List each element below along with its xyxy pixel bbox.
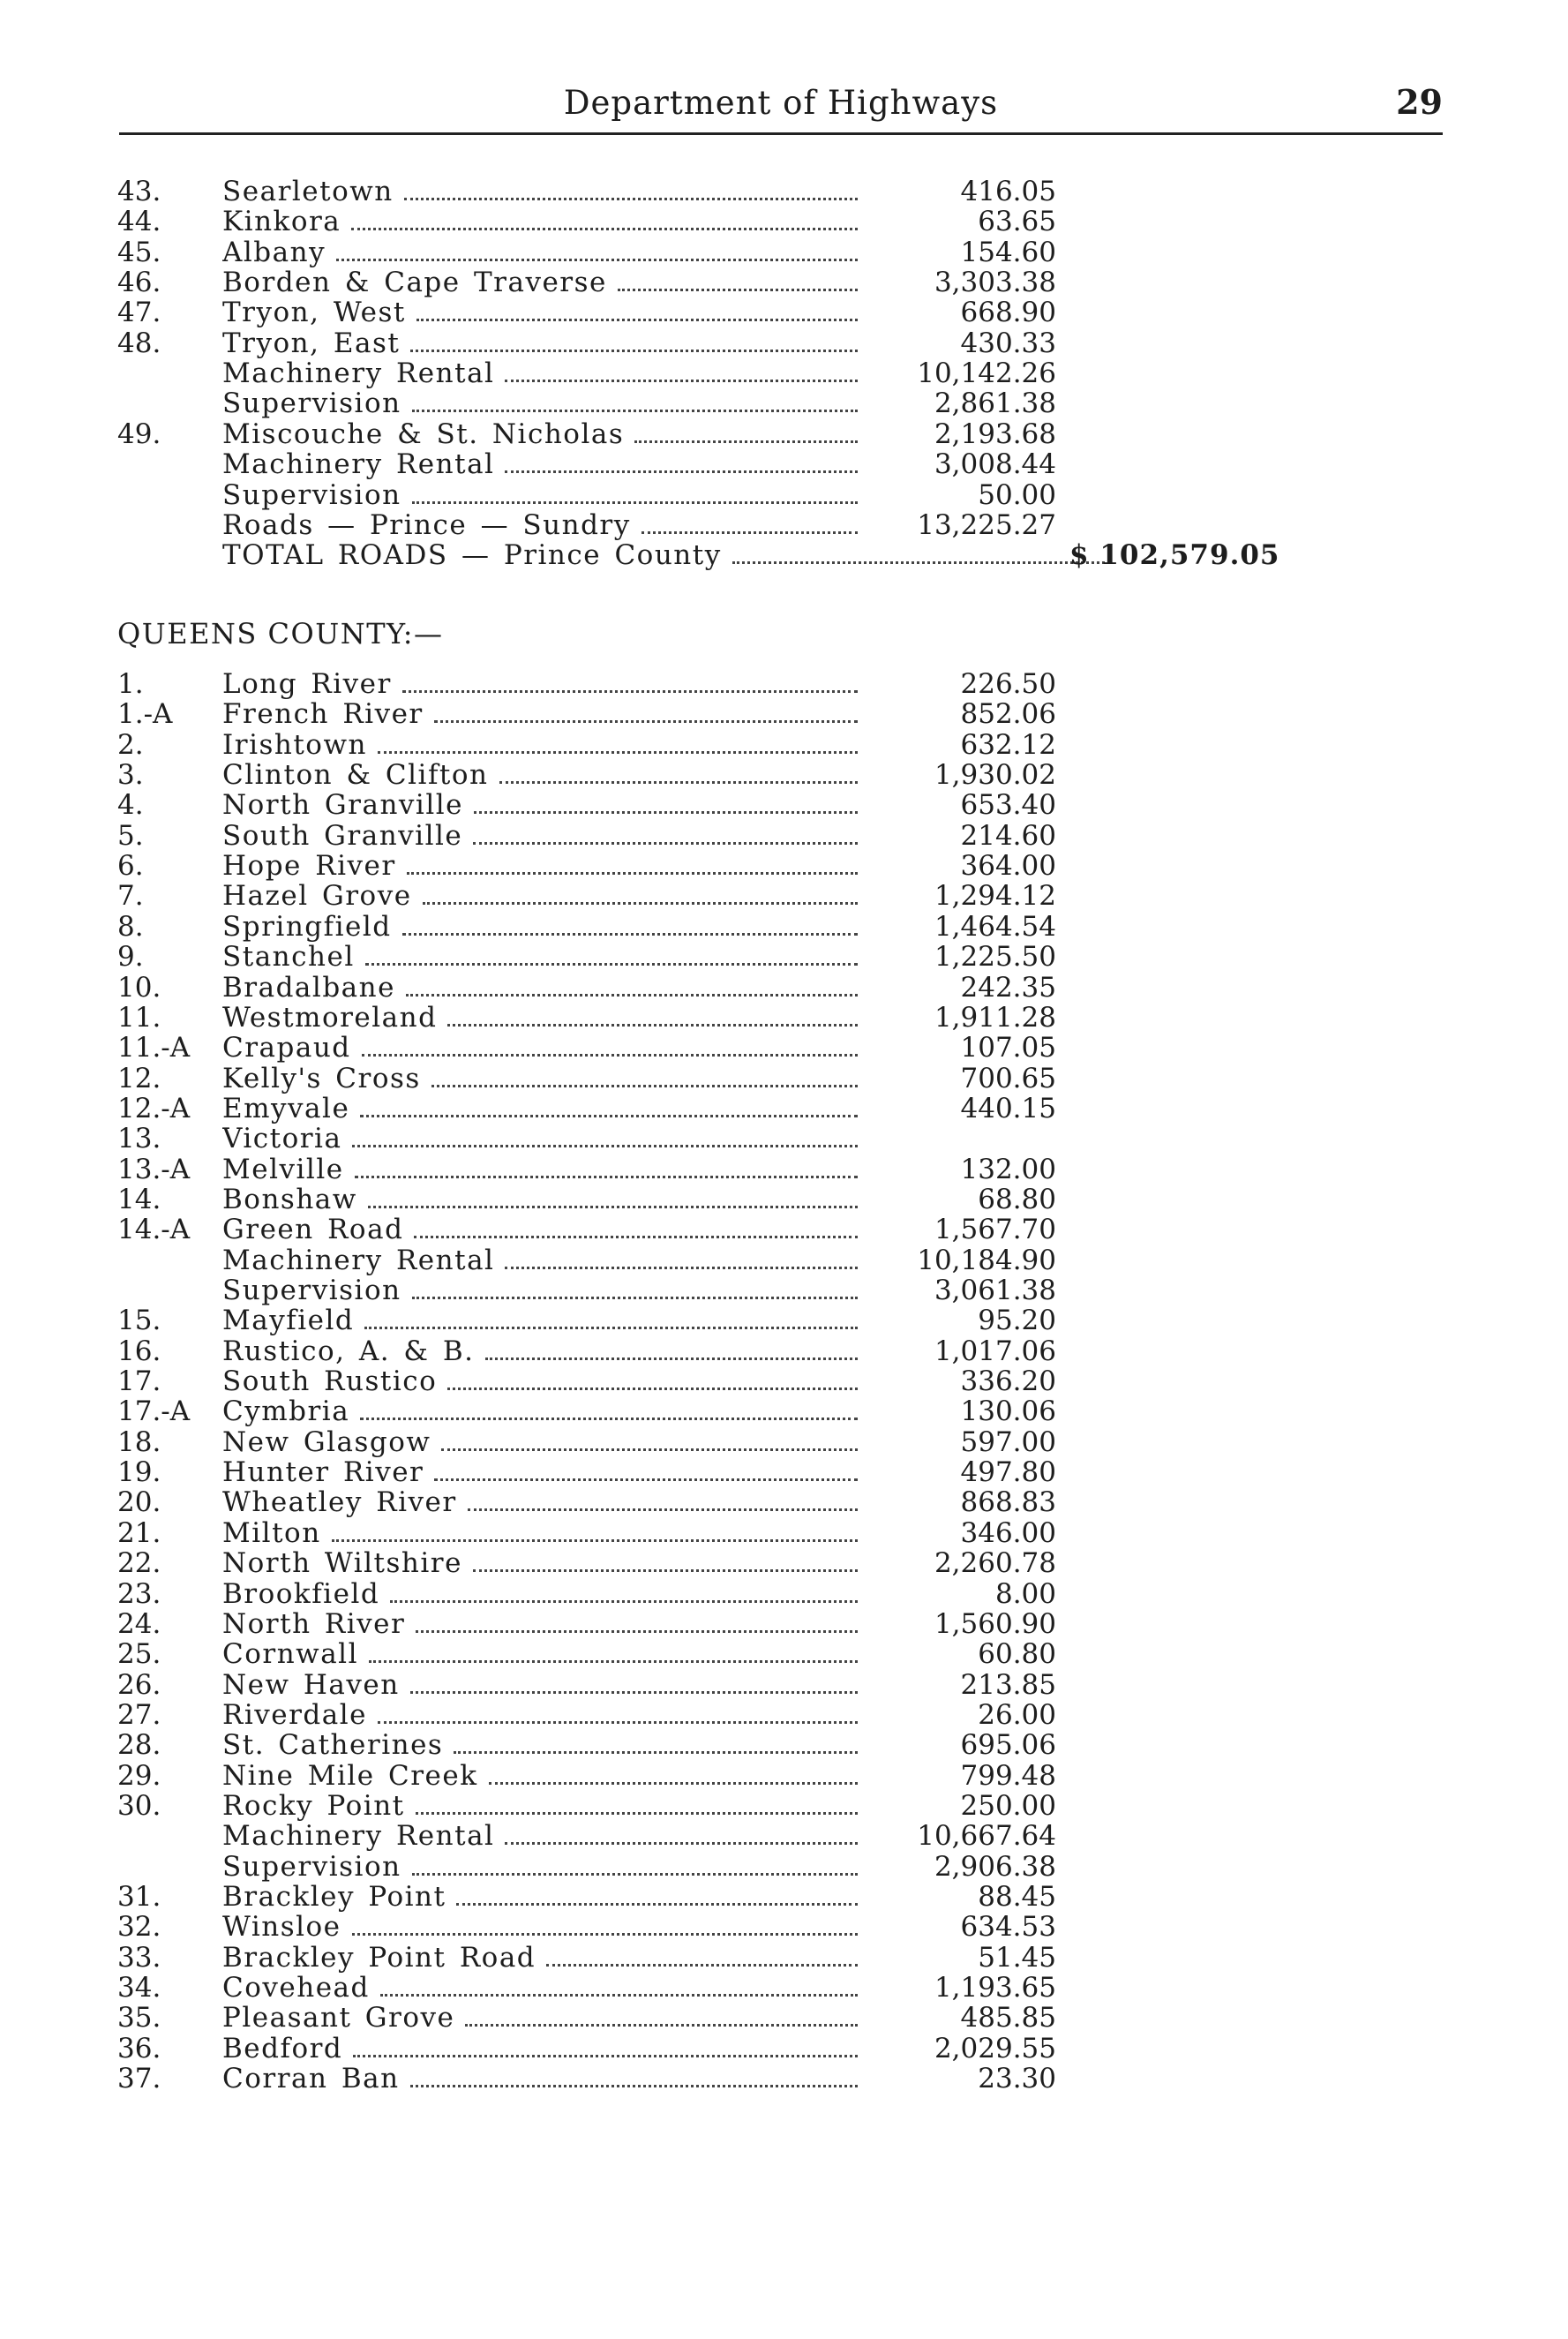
table-row: [0, 1033, 1568, 1063]
table-row: [0, 1064, 1568, 1094]
table-row: [0, 851, 1568, 881]
row-amount: 68.80: [978, 1183, 1056, 1215]
row-number: 29.: [117, 1759, 161, 1792]
row-number: 49.: [117, 417, 161, 450]
dot-leader: [378, 1716, 858, 1724]
road-name: Tryon, East: [222, 327, 401, 358]
dot-leader: [410, 2080, 858, 2087]
dot-leader: [505, 374, 858, 382]
road-name: Bonshaw: [222, 1184, 357, 1215]
table-row: [0, 480, 1568, 510]
dot-leader: [456, 1898, 858, 1906]
row-number: 33.: [117, 1941, 161, 1974]
table-row: [0, 1730, 1568, 1760]
total-label: TOTAL ROADS — Prince County: [222, 540, 722, 571]
row-amount: 700.65: [960, 1062, 1056, 1094]
table-row: [0, 237, 1568, 267]
table-row: [0, 760, 1568, 790]
row-amount: 1,560.90: [934, 1607, 1056, 1640]
row-amount: 1,193.65: [934, 1972, 1056, 2004]
dot-leader: [634, 435, 858, 443]
road-name: Kelly's Cross: [222, 1063, 421, 1094]
dot-leader: [416, 1807, 858, 1815]
table-row: [0, 328, 1568, 358]
dot-leader: [404, 192, 858, 200]
row-number: 22.: [117, 1547, 161, 1580]
road-name: Supervision: [222, 479, 401, 510]
row-amount: 2,029.55: [934, 2032, 1056, 2064]
table-row: [0, 1245, 1568, 1275]
row-amount: 130.06: [960, 1395, 1056, 1428]
row-amount: 88.45: [978, 1881, 1056, 1913]
table-row: [0, 2034, 1568, 2064]
row-number: 7.: [117, 880, 144, 913]
row-number: 9.: [117, 941, 144, 974]
dot-leader: [353, 2049, 858, 2057]
row-number: 30.: [117, 1789, 161, 1822]
table-row: [0, 1215, 1568, 1245]
road-name: Long River: [222, 669, 392, 699]
road-name: Hazel Grove: [222, 881, 412, 912]
dot-leader: [416, 1625, 858, 1633]
page-number: 29: [1396, 82, 1443, 122]
table-row: [0, 1639, 1568, 1669]
row-amount: 3,303.38: [934, 267, 1056, 299]
table-row: [0, 449, 1568, 479]
dot-leader: [499, 776, 858, 784]
road-name: Cymbria: [222, 1396, 350, 1427]
table-row: [0, 1791, 1568, 1821]
table-row: [0, 1003, 1568, 1033]
dot-leader: [406, 989, 858, 997]
dot-leader: [410, 1686, 858, 1694]
road-name: Brookfield: [222, 1578, 380, 1609]
dot-leader: [489, 1777, 859, 1785]
dot-leader: [365, 958, 858, 966]
row-number: 11.: [117, 1001, 161, 1034]
dot-leader: [468, 1503, 858, 1511]
row-amount: 364.00: [960, 850, 1056, 883]
row-number: 10.: [117, 971, 161, 1004]
table-row: [0, 1912, 1568, 1942]
row-amount: 1,225.50: [934, 941, 1056, 974]
road-name: Albany: [222, 237, 326, 267]
row-amount: 653.40: [960, 789, 1056, 822]
table-row: [0, 267, 1568, 297]
row-number: 32.: [117, 1911, 161, 1944]
row-number: 35.: [117, 2002, 161, 2034]
table-row: [0, 358, 1568, 388]
row-amount: 2,906.38: [934, 1850, 1056, 1883]
table-row: [0, 1124, 1568, 1154]
row-amount: 1,464.54: [934, 910, 1056, 943]
row-amount: 799.48: [960, 1759, 1056, 1792]
table-row: [0, 1943, 1568, 1973]
dot-leader: [410, 344, 858, 352]
dot-leader: [505, 1261, 858, 1269]
row-number: 12.: [117, 1062, 161, 1094]
row-amount: 3,008.44: [934, 448, 1056, 481]
road-name: North River: [222, 1608, 406, 1639]
table-row: [0, 1579, 1568, 1609]
road-name: Milton: [222, 1517, 321, 1548]
row-number: 14.: [117, 1183, 161, 1215]
row-amount: 2,260.78: [934, 1547, 1056, 1580]
row-amount: 440.15: [960, 1092, 1056, 1124]
dot-leader: [332, 1534, 858, 1542]
dot-leader: [412, 1291, 858, 1299]
dot-leader: [505, 465, 858, 473]
row-amount: 346.00: [960, 1516, 1056, 1549]
dot-leader: [454, 1746, 858, 1754]
road-name: Rocky Point: [222, 1790, 405, 1821]
dot-leader: [380, 1989, 858, 1997]
row-amount: 214.60: [960, 819, 1056, 852]
row-amount: 2,193.68: [934, 417, 1056, 450]
road-name: French River: [222, 699, 424, 730]
dot-leader: [402, 928, 858, 936]
table-row: [0, 1366, 1568, 1396]
road-name: St. Catherines: [222, 1730, 444, 1761]
road-name: Wheatley River: [222, 1487, 457, 1518]
road-name: Corran Ban: [222, 2064, 400, 2095]
row-number: 37.: [117, 2063, 161, 2095]
row-number: 31.: [117, 1881, 161, 1913]
row-amount: 13,225.27: [917, 508, 1056, 541]
table-row: [0, 177, 1568, 207]
row-number: 34.: [117, 1972, 161, 2004]
row-number: 28.: [117, 1729, 161, 1762]
table-row: [0, 973, 1568, 1003]
row-amount: 26.00: [978, 1698, 1056, 1731]
row-number: 15.: [117, 1305, 161, 1337]
dot-leader: [416, 313, 858, 321]
row-number: 43.: [117, 176, 161, 207]
road-name: South Granville: [222, 820, 463, 851]
table-row: [0, 1518, 1568, 1548]
dot-leader: [465, 2019, 858, 2027]
row-number: 5.: [117, 819, 144, 852]
row-amount: 8.00: [994, 1577, 1056, 1610]
road-name: Miscouche & St. Nicholas: [222, 418, 625, 449]
dot-leader: [485, 1352, 859, 1360]
dot-leader: [402, 685, 858, 693]
dot-leader: [546, 1959, 858, 1967]
row-number: 16.: [117, 1335, 161, 1367]
table-row: [0, 2064, 1568, 2094]
row-number: 26.: [117, 1668, 161, 1701]
row-amount: 695.06: [960, 1729, 1056, 1762]
road-name: Brackley Point Road: [222, 1942, 536, 1973]
page-header: [119, 79, 1443, 135]
table-row: [0, 1700, 1568, 1730]
total-amount: $ 102,579.05: [1069, 539, 1280, 572]
row-amount: 60.80: [978, 1638, 1056, 1671]
row-amount: 213.85: [960, 1668, 1056, 1701]
road-name: Irishtown: [222, 729, 367, 760]
row-amount: 132.00: [960, 1153, 1056, 1185]
dot-leader: [362, 1049, 858, 1057]
row-number: 14.-A: [117, 1214, 191, 1246]
row-number: 8.: [117, 910, 144, 943]
dot-leader: [390, 1595, 858, 1603]
row-amount: 226.50: [960, 668, 1056, 700]
row-amount: 2,861.38: [934, 387, 1056, 420]
road-name: Bedford: [222, 2033, 343, 2064]
road-name: Supervision: [222, 1851, 401, 1882]
road-name: Hope River: [222, 851, 396, 882]
road-name: South Rustico: [222, 1366, 438, 1397]
road-name: Covehead: [222, 1973, 370, 2004]
row-number: 21.: [117, 1516, 161, 1549]
row-number: 44.: [117, 206, 161, 238]
row-amount: 50.00: [978, 478, 1056, 511]
table-row: [0, 1457, 1568, 1487]
table-row: [0, 1973, 1568, 2003]
road-name: Nine Mile Creek: [222, 1760, 478, 1791]
road-name: Winsloe: [222, 1912, 341, 1943]
table-row: [0, 1852, 1568, 1882]
table-row: [0, 2003, 1568, 2033]
table-row: [0, 297, 1568, 327]
row-number: 3.: [117, 759, 144, 792]
dot-leader: [474, 806, 858, 814]
row-amount: 242.35: [960, 971, 1056, 1004]
row-amount: 23.30: [978, 2063, 1056, 2095]
row-number: 18.: [117, 1425, 161, 1458]
row-amount: 51.45: [978, 1941, 1056, 1974]
dot-leader: [412, 404, 858, 412]
row-amount: 430.33: [960, 327, 1056, 359]
row-number: 47.: [117, 297, 161, 329]
row-amount: 1,294.12: [934, 880, 1056, 913]
row-amount: 485.85: [960, 2002, 1056, 2034]
dot-leader: [412, 496, 858, 504]
road-name: Machinery Rental: [222, 358, 495, 389]
row-number: 1.: [117, 668, 144, 700]
table-row: [0, 1094, 1568, 1124]
table-row: [0, 1761, 1568, 1791]
row-amount: 95.20: [978, 1305, 1056, 1337]
row-amount: 336.20: [960, 1365, 1056, 1398]
dot-leader: [352, 1139, 858, 1147]
table-row: [0, 1185, 1568, 1215]
table-row: [0, 699, 1568, 729]
dot-leader: [473, 1564, 858, 1572]
road-name: Bradalbane: [222, 972, 395, 1003]
page-title: Department of Highways: [563, 84, 999, 122]
table-row: [0, 821, 1568, 851]
row-number: 36.: [117, 2032, 161, 2064]
road-name: Hunter River: [222, 1457, 424, 1488]
dot-leader: [431, 1079, 858, 1087]
dot-leader: [336, 253, 858, 261]
road-name: Clinton & Clifton: [222, 760, 489, 791]
road-name: North Granville: [222, 790, 464, 821]
table-row: [0, 1305, 1568, 1335]
row-number: 13.: [117, 1123, 161, 1155]
row-number: 20.: [117, 1486, 161, 1519]
road-name: Pleasant Grove: [222, 2003, 455, 2034]
table-row: [0, 1821, 1568, 1851]
dot-leader: [732, 556, 1105, 564]
dot-leader: [355, 1170, 858, 1178]
row-amount: 632.12: [960, 728, 1056, 761]
road-name: Cornwall: [222, 1639, 359, 1670]
road-name: North Wiltshire: [222, 1548, 462, 1579]
road-name: Melville: [222, 1154, 344, 1185]
table-row: [0, 1154, 1568, 1185]
dot-leader: [369, 1655, 858, 1663]
dot-leader: [641, 526, 858, 534]
road-name: Supervision: [222, 1275, 401, 1305]
row-number: 24.: [117, 1607, 161, 1640]
table-row: [0, 510, 1568, 540]
row-amount: 668.90: [960, 297, 1056, 329]
road-name: New Haven: [222, 1669, 400, 1700]
road-name: Emyvale: [222, 1093, 350, 1124]
row-number: 4.: [117, 789, 144, 822]
table-row: [0, 790, 1568, 820]
row-number: 12.-A: [117, 1092, 191, 1124]
row-number: 17.-A: [117, 1395, 191, 1428]
road-name: Roads — Prince — Sundry: [222, 509, 631, 540]
row-number: 23.: [117, 1577, 161, 1610]
road-name: Machinery Rental: [222, 449, 495, 480]
table-row: [0, 1396, 1568, 1426]
road-name: Green Road: [222, 1215, 404, 1245]
row-amount: 597.00: [960, 1425, 1056, 1458]
table-row: [0, 669, 1568, 699]
table-row: [0, 1609, 1568, 1639]
dot-leader: [352, 1928, 858, 1936]
row-amount: 416.05: [960, 176, 1056, 207]
row-number: 19.: [117, 1456, 161, 1489]
dot-leader: [447, 1019, 858, 1027]
row-amount: 3,061.38: [934, 1275, 1056, 1306]
dot-leader: [434, 715, 858, 723]
row-number: 46.: [117, 267, 161, 299]
road-name: Stanchel: [222, 942, 355, 973]
dot-leader: [447, 1382, 858, 1390]
row-amount: 868.83: [960, 1486, 1056, 1519]
dot-leader: [618, 283, 858, 291]
row-amount: 634.53: [960, 1911, 1056, 1944]
table-row: [0, 1548, 1568, 1578]
table-row: [0, 730, 1568, 760]
dot-leader: [441, 1443, 858, 1451]
prince-total-row: [0, 540, 1568, 570]
row-amount: 250.00: [960, 1789, 1056, 1822]
row-number: 17.: [117, 1365, 161, 1398]
row-number: 45.: [117, 236, 161, 268]
table-row: [0, 419, 1568, 449]
dot-leader: [407, 867, 858, 875]
row-amount: 63.65: [978, 206, 1056, 238]
row-amount: 10,184.90: [917, 1244, 1056, 1276]
table-row: [0, 881, 1568, 911]
road-name: Springfield: [222, 911, 392, 942]
dot-leader: [378, 746, 858, 754]
road-name: Machinery Rental: [222, 1821, 495, 1852]
dot-leader: [423, 897, 858, 905]
road-name: Searletown: [222, 177, 394, 207]
row-amount: 1,017.06: [934, 1335, 1056, 1367]
section-title-queens: QUEENS COUNTY:—: [117, 617, 444, 651]
road-name: Westmoreland: [222, 1002, 438, 1033]
road-name: Supervision: [222, 388, 401, 419]
road-name: Riverdale: [222, 1699, 368, 1730]
row-number: 2.: [117, 728, 144, 761]
row-amount: 1,911.28: [934, 1001, 1056, 1034]
road-name: Rustico, A. & B.: [222, 1335, 475, 1366]
row-amount: 154.60: [960, 236, 1056, 268]
row-number: 48.: [117, 327, 161, 359]
dot-leader: [414, 1230, 858, 1238]
row-amount: 10,667.64: [917, 1820, 1056, 1853]
table-row: [0, 207, 1568, 237]
row-number: 11.-A: [117, 1032, 191, 1064]
road-name: Tryon, West: [222, 297, 406, 328]
table-row: [0, 1882, 1568, 1912]
dot-leader: [351, 222, 858, 230]
road-name: New Glasgow: [222, 1426, 431, 1457]
road-name: Brackley Point: [222, 1882, 446, 1912]
dot-leader: [360, 1412, 858, 1420]
table-row: [0, 1487, 1568, 1517]
row-number: 27.: [117, 1698, 161, 1731]
row-amount: 107.05: [960, 1032, 1056, 1064]
table-row: [0, 942, 1568, 972]
row-amount: 10,142.26: [917, 357, 1056, 390]
dot-leader: [360, 1109, 858, 1117]
road-name: Mayfield: [222, 1305, 355, 1336]
table-row: [0, 1275, 1568, 1305]
table-row: [0, 1670, 1568, 1700]
row-number: 1.-A: [117, 698, 173, 731]
row-number: 13.-A: [117, 1153, 191, 1185]
table-row: [0, 912, 1568, 942]
table-row: [0, 1427, 1568, 1457]
row-number: 25.: [117, 1638, 161, 1671]
dot-leader: [368, 1200, 858, 1208]
row-amount: 1,930.02: [934, 759, 1056, 792]
dot-leader: [473, 837, 858, 845]
road-name: Borden & Cape Traverse: [222, 267, 607, 298]
dot-leader: [505, 1837, 858, 1845]
row-amount: 497.80: [960, 1456, 1056, 1489]
table-row: [0, 388, 1568, 418]
road-name: Machinery Rental: [222, 1245, 495, 1275]
row-amount: 1,567.70: [934, 1214, 1056, 1246]
road-name: Victoria: [222, 1124, 342, 1154]
road-name: Kinkora: [222, 207, 341, 237]
table-row: [0, 1336, 1568, 1366]
row-amount: 852.06: [960, 698, 1056, 731]
dot-leader: [412, 1868, 858, 1876]
dot-leader: [434, 1473, 858, 1481]
row-number: 6.: [117, 850, 144, 883]
dot-leader: [364, 1321, 858, 1329]
road-name: Crapaud: [222, 1033, 351, 1064]
